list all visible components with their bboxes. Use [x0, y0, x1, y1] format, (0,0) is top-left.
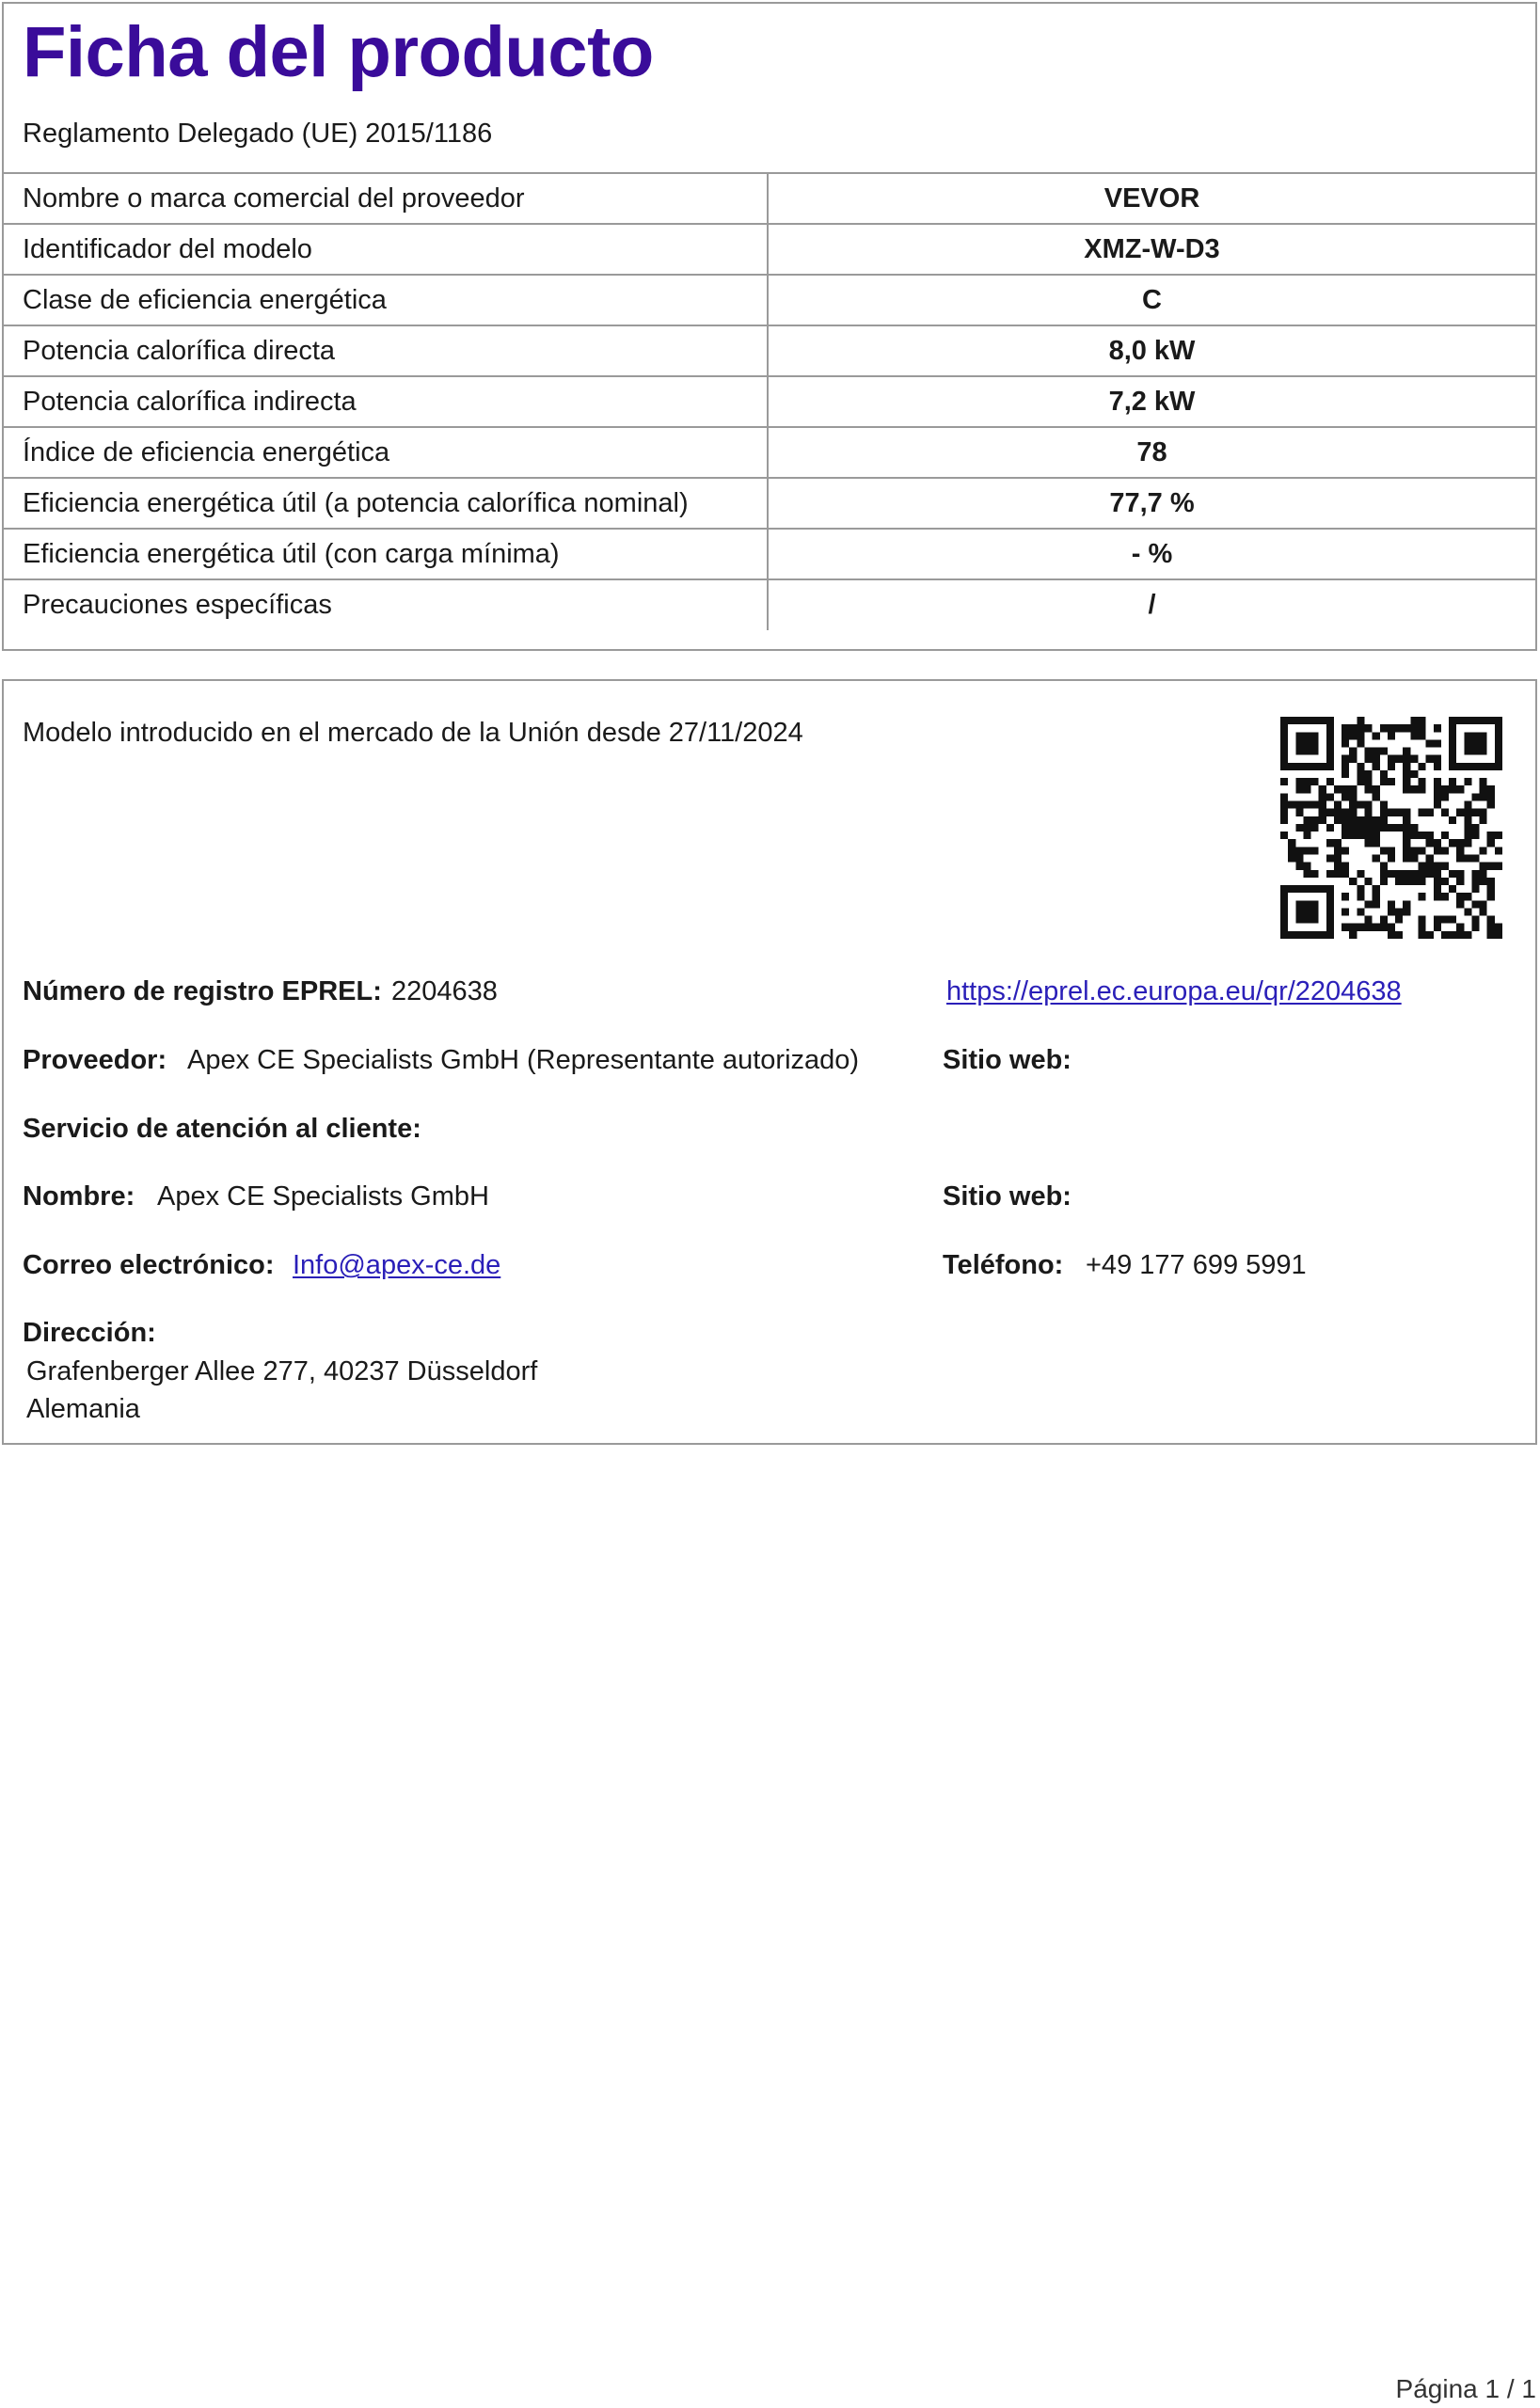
spec-row: [4, 579, 1535, 630]
address-line-1: Grafenberger Allee 277, 40237 Düsseldorf: [26, 1356, 538, 1386]
spec-row: [4, 325, 1535, 376]
qr-code-icon[interactable]: [1280, 717, 1502, 939]
spec-label: Potencia calorífica indirecta: [4, 376, 768, 427]
spec-value: 78: [768, 427, 1535, 478]
supplier-value: Apex CE Specialists GmbH (Representante autorizado): [187, 1045, 860, 1075]
supplier-label: Proveedor:: [23, 1045, 167, 1075]
spec-value: XMZ-W-D3: [768, 224, 1535, 275]
email-link[interactable]: Info@apex-ce.de: [293, 1250, 501, 1280]
spec-value: 7,2 kW: [768, 376, 1535, 427]
spec-label: Eficiencia energética útil (con carga mínima): [4, 529, 768, 579]
address-line-2: Alemania: [26, 1394, 140, 1424]
email-label: Correo electrónico:: [23, 1250, 275, 1280]
phone-label: Teléfono:: [943, 1250, 1064, 1280]
name-label: Nombre:: [23, 1181, 135, 1212]
page-title: Ficha del producto: [23, 12, 654, 92]
spec-value: 77,7 %: [768, 478, 1535, 529]
spec-row: [4, 478, 1535, 529]
spec-row: [4, 529, 1535, 579]
regulation-subtitle: Reglamento Delegado (UE) 2015/1186: [23, 119, 493, 149]
customer-service-heading: Servicio de atención al cliente:: [23, 1114, 421, 1144]
page-number: Página 1 / 1: [1395, 2374, 1536, 2403]
spec-label: Índice de eficiencia energética: [4, 427, 768, 478]
name-value: Apex CE Specialists GmbH: [157, 1181, 489, 1212]
spec-label: Identificador del modelo: [4, 224, 768, 275]
spec-row: [4, 427, 1535, 478]
spec-label: Precauciones específicas: [4, 579, 768, 630]
spec-value: /: [768, 579, 1535, 630]
spec-label: Eficiencia energética útil (a potencia calorífica nominal): [4, 478, 768, 529]
spec-table: [4, 172, 1535, 630]
spec-label: Potencia calorífica directa: [4, 325, 768, 376]
market-text: Modelo introducido en el mercado de la Unión desde 27/11/2024: [23, 718, 803, 748]
eprel-label: Número de registro EPREL:: [23, 976, 382, 1006]
product-sheet-box: [2, 2, 1537, 651]
spec-row: [4, 173, 1535, 224]
spec-value: VEVOR: [768, 173, 1535, 224]
spec-label: Clase de eficiencia energética: [4, 275, 768, 325]
spec-label: Nombre o marca comercial del proveedor: [4, 173, 768, 224]
address-label: Dirección:: [23, 1318, 156, 1348]
spec-value: 8,0 kW: [768, 325, 1535, 376]
spec-row: [4, 275, 1535, 325]
eprel-number: 2204638: [391, 976, 498, 1006]
info-box: [2, 679, 1537, 1445]
supplier-website-label: Sitio web:: [943, 1045, 1072, 1075]
phone-value: +49 177 699 5991: [1086, 1250, 1307, 1280]
spec-row: [4, 376, 1535, 427]
eprel-link[interactable]: https://eprel.ec.europa.eu/qr/2204638: [946, 976, 1402, 1006]
spec-value: C: [768, 275, 1535, 325]
service-website-label: Sitio web:: [943, 1181, 1072, 1212]
spec-row: [4, 224, 1535, 275]
spec-value: - %: [768, 529, 1535, 579]
